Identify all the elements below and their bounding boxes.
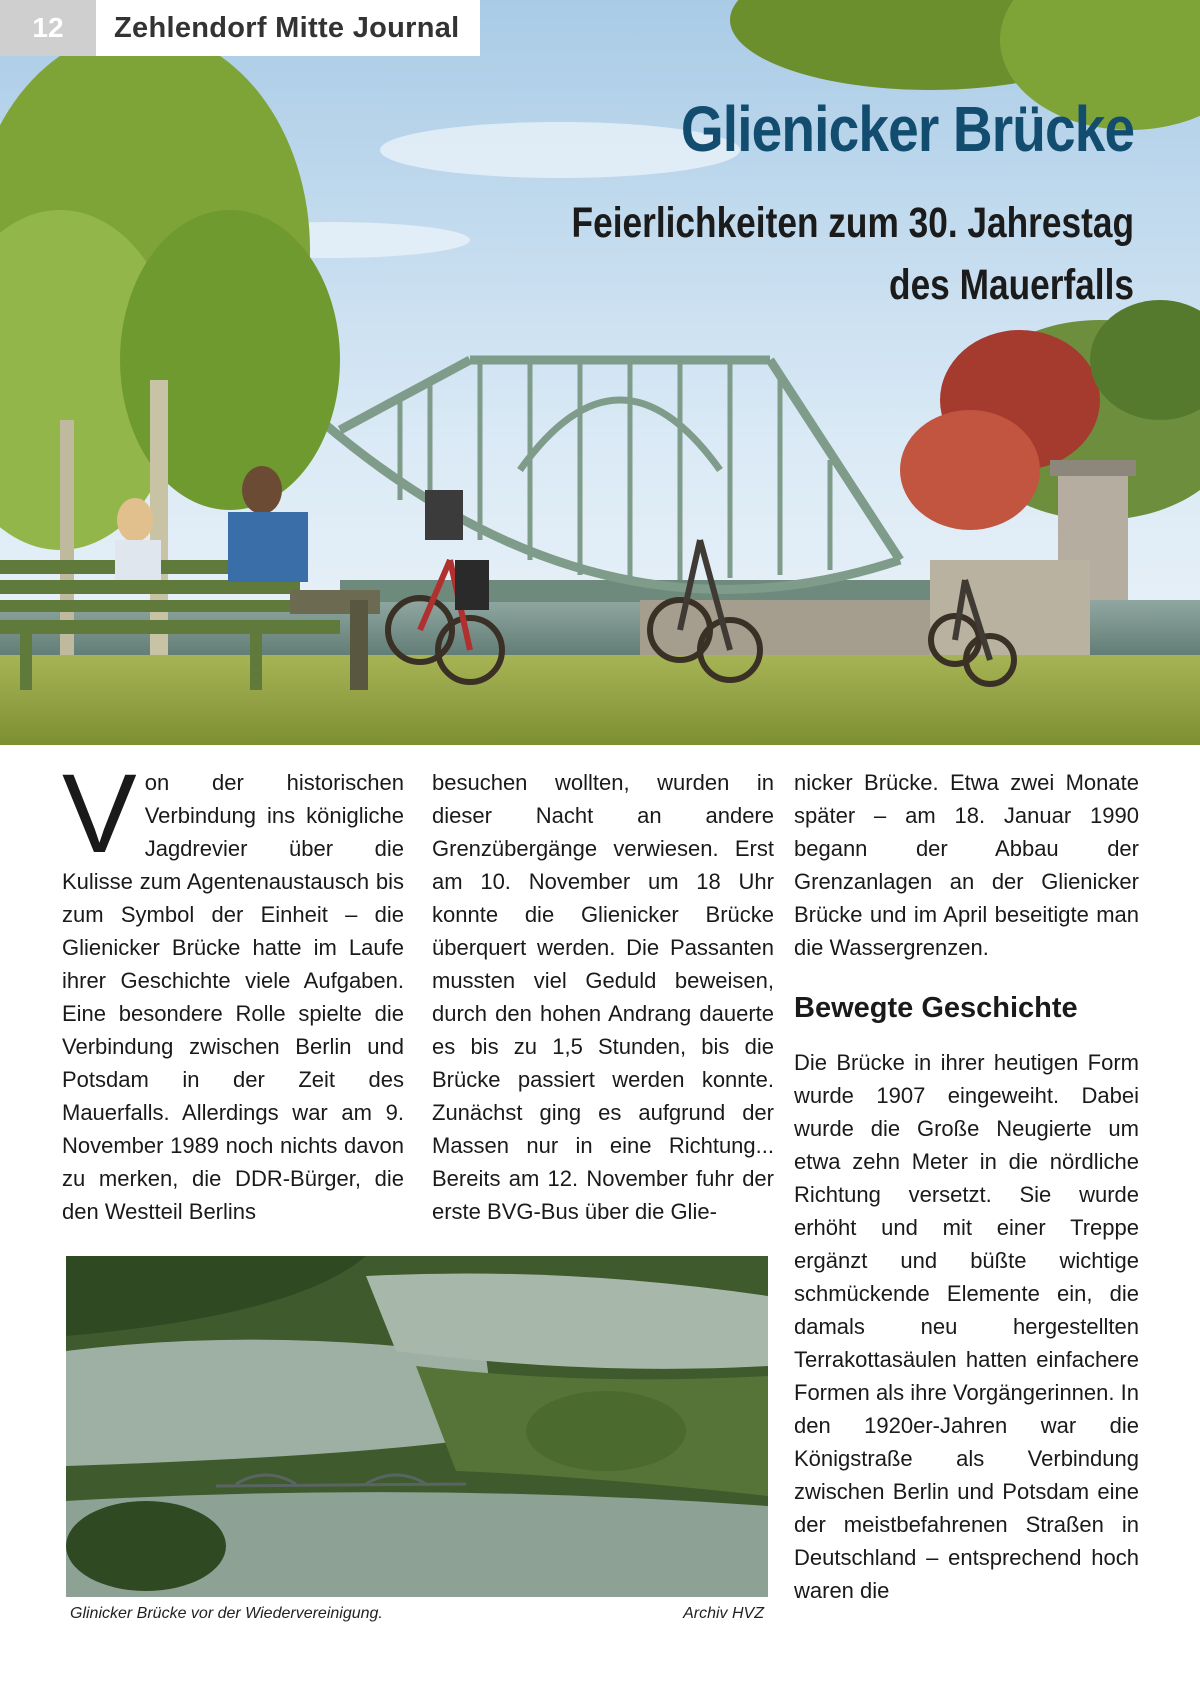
section-subheading: Bewegte Geschichte: [794, 992, 1078, 1024]
image-caption: [70, 1605, 764, 1623]
column-2: [432, 766, 774, 1228]
article-subtitle: Feierlichkeiten zum 30. Jahrestag des Mauerfalls: [571, 199, 1134, 309]
column-1-text: on der historischen Verbindung ins königliche Jagdrevier über die Kulisse zum Agentenaustausch bis zum Symbol der Einheit – die Glienicker Brücke hatte im Laufe ihrer Geschichte viele Aufgaben. Eine besondere Rolle spielte die Verbindung zwischen Berlin und Potsdam in der Zeit des Mauerfalls. Allerdings war am 9. November 1989 noch nichts davon zu merken, die DDR-Bürger, die den Westteil Berlins: [62, 770, 404, 1224]
aerial-photo: [66, 1256, 768, 1597]
column-1: [62, 751, 404, 1228]
hero-photo: [0, 0, 1200, 745]
aerial-lake-illustration: [66, 1256, 768, 1597]
running-header: [0, 0, 480, 56]
column-2-text: besuchen wollten, wurden in dieser Nacht an andere Grenzübergänge verwiesen. Erst am 10. November um 18 Uhr konnte die Glienicker Brücke überquert werden. Die Passanten mussten viel Geduld beweisen, durch den hohen Andrang dauerte es bis zu 1,5 Stunden, bis die Brücke passiert werden konnte. Zunächst ging es aufgrund der Massen nur in eine Richtung... Bereits am 12. November fuhr der erste BVG-Bus über die Glie-: [432, 770, 774, 1224]
drop-cap: V: [62, 751, 137, 876]
column-3-text-continued: Die Brücke in ihrer heutigen Form wurde 1907 eingeweiht. Dabei wurde die Große Neugierte um etwa zehn Meter in die nördliche Richtung versetzt. Sie wurde erhöht und mit einer Treppe ergänzt und büßte wichtige schmückende Elemente ein, die damals neu hergestellten Terrakottasäulen hatten einfachere Formen als ihre Vorgängerinnen. In den 1920er-Jahren war die Königstraße als Verbindung zwischen Berlin und Potsdam eine der meistbefahrenen Straßen in Deutschland – entsprechend hoch waren die: [794, 1050, 1139, 1603]
column-3: [794, 766, 1139, 1607]
journal-name: Zehlendorf Mitte Journal: [96, 0, 480, 56]
caption-text: Glinicker Brücke vor der Wiedervereinigung.: [70, 1605, 383, 1622]
article-title: Glienicker Brücke: [680, 93, 1134, 165]
photo-credit: Archiv HVZ: [683, 1605, 764, 1622]
page-number: 12: [0, 0, 96, 56]
column-3-text: nicker Brücke. Etwa zwei Monate später – am 18. Januar 1990 begann der Abbau der Grenzanlagen an der Glienicker Brücke und im April beseitigte man die Wassergrenzen.: [794, 770, 1139, 960]
